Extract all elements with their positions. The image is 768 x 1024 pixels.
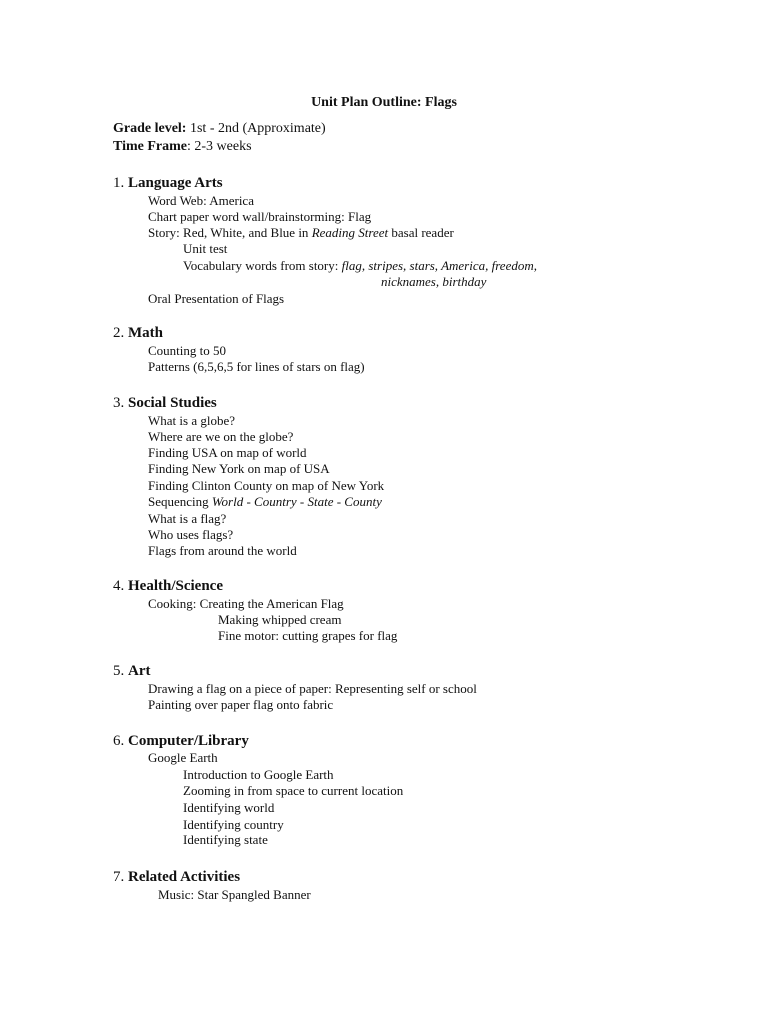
list-item: Chart paper word wall/brainstorming: Flag bbox=[148, 209, 372, 224]
list-item: Painting over paper flag onto fabric bbox=[148, 697, 334, 712]
section-heading bbox=[113, 578, 223, 594]
list-item: Who uses flags? bbox=[148, 527, 234, 542]
section-title: Computer/Library bbox=[128, 733, 249, 749]
list-item: Sequencing World - Country - State - County bbox=[148, 494, 382, 509]
section-number: 5. bbox=[113, 663, 125, 679]
book-title: Reading Street bbox=[311, 225, 389, 240]
list-item: Identifying state bbox=[183, 832, 268, 847]
list-item: Counting to 50 bbox=[148, 343, 227, 358]
list-item: What is a globe? bbox=[148, 413, 235, 428]
list-item bbox=[381, 274, 486, 290]
list-item: Fine motor: cutting grapes for flag bbox=[218, 628, 398, 643]
section-number: 7. bbox=[113, 869, 125, 885]
section-number: 4. bbox=[113, 578, 125, 594]
section-number: 6. bbox=[113, 733, 125, 749]
vocabulary-words-continued: nicknames, birthday bbox=[381, 274, 487, 289]
list-item: Oral Presentation of Flags bbox=[148, 291, 285, 306]
list-item: Where are we on the globe? bbox=[148, 429, 294, 444]
list-item: Flags from around the world bbox=[148, 543, 297, 558]
list-item: Introduction to Google Earth bbox=[183, 767, 334, 782]
section-number: 3. bbox=[113, 395, 125, 411]
list-item: Unit test bbox=[183, 241, 228, 256]
section-heading bbox=[113, 733, 249, 749]
list-item: Zooming in from space to current location bbox=[183, 783, 404, 798]
grade-level-line bbox=[113, 121, 326, 137]
section-heading bbox=[113, 663, 151, 679]
section-heading bbox=[113, 395, 217, 411]
list-item: Identifying country bbox=[183, 817, 284, 832]
list-item: Vocabulary words from story: flag, stripes, stars, America, freedom, bbox=[183, 258, 537, 273]
sequence-terms: World - Country - State - County bbox=[211, 494, 382, 509]
grade-level-value: 1st - 2nd (Approximate) bbox=[186, 121, 326, 136]
section-title: Language Arts bbox=[128, 175, 223, 191]
list-item: Identifying world bbox=[183, 800, 275, 815]
time-frame-label: Time Frame bbox=[113, 139, 187, 154]
list-item: Story: Red, White, and Blue in Reading Street basal reader bbox=[148, 225, 454, 240]
section-title: Math bbox=[128, 325, 163, 341]
section-title: Health/Science bbox=[128, 578, 223, 594]
section-title: Social Studies bbox=[128, 395, 217, 411]
grade-level-label: Grade level: bbox=[113, 121, 187, 136]
list-item: Drawing a flag on a piece of paper: Representing self or school bbox=[148, 681, 477, 696]
list-item: What is a flag? bbox=[148, 511, 227, 526]
section-number: 2. bbox=[113, 325, 125, 341]
page-title: Unit Plan Outline: Flags bbox=[311, 95, 457, 110]
section-number: 1. bbox=[113, 175, 125, 191]
list-item: Finding Clinton County on map of New York bbox=[148, 478, 385, 493]
vocabulary-words: flag, stripes, stars, America, freedom, bbox=[341, 258, 537, 273]
time-frame-value: : 2-3 weeks bbox=[187, 139, 252, 154]
list-item: Patterns (6,5,6,5 for lines of stars on flag) bbox=[148, 359, 365, 374]
list-item: Google Earth bbox=[148, 750, 218, 765]
list-item: Making whipped cream bbox=[218, 612, 342, 627]
list-item: Word Web: America bbox=[148, 193, 254, 208]
list-item: Finding New York on map of USA bbox=[148, 461, 330, 476]
list-item: Music: Star Spangled Banner bbox=[158, 887, 311, 902]
section-title: Art bbox=[128, 663, 151, 679]
time-frame-line bbox=[113, 139, 252, 155]
section-heading bbox=[113, 869, 240, 885]
section-heading bbox=[113, 175, 223, 191]
list-item: Finding USA on map of world bbox=[148, 445, 307, 460]
section-heading bbox=[113, 325, 163, 341]
list-item: Cooking: Creating the American Flag bbox=[148, 596, 344, 611]
section-title: Related Activities bbox=[128, 869, 241, 885]
